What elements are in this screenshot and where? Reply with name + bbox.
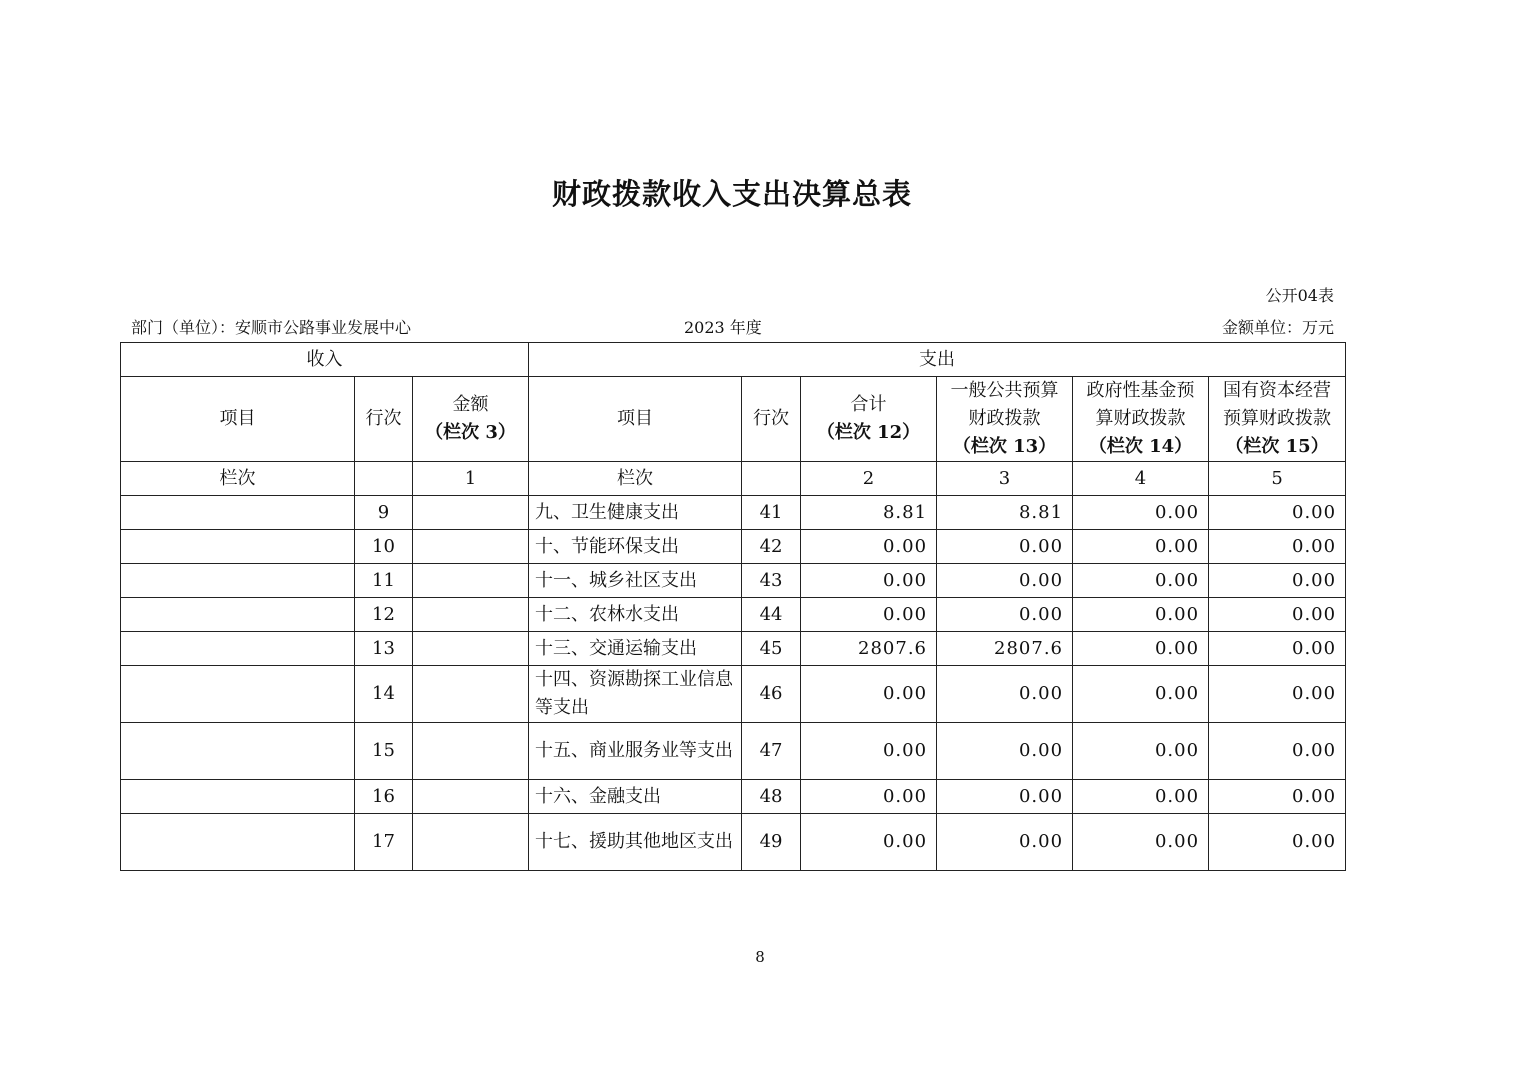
state-capital-header: 国有资本经营 预算财政拨款 （栏次 15） bbox=[1209, 377, 1346, 462]
amount-unit: 金额单位：万元 bbox=[1221, 318, 1334, 337]
page-number: 8 bbox=[755, 948, 765, 966]
income-amount-header: 金额 （栏次 3） bbox=[413, 377, 529, 462]
expense-group-header: 支出 bbox=[529, 343, 1346, 377]
expense-item-header: 项目 bbox=[529, 377, 742, 462]
group-header-row bbox=[121, 343, 1346, 377]
department-label: 部门（单位）：安顺市公路事业发展中心 bbox=[131, 318, 412, 337]
table-row: 10 十、节能环保支出 42 0.00 0.00 0.00 0.00 bbox=[121, 530, 1346, 564]
expense-line-header: 行次 bbox=[742, 377, 801, 462]
table-row: 17 十七、援助其他地区支出 49 0.00 0.00 0.00 0.00 bbox=[121, 814, 1346, 871]
fiscal-year: 2023 年度 bbox=[684, 318, 762, 337]
government-fund-header: 政府性基金预 算财政拨款 （栏次 14） bbox=[1073, 377, 1209, 462]
column-index-row: 栏次 1 栏次 2 3 4 5 bbox=[121, 462, 1346, 496]
general-budget-header: 一般公共预算 财政拨款 （栏次 13） bbox=[937, 377, 1073, 462]
table-row: 15 十五、商业服务业等支出 47 0.00 0.00 0.00 0.00 bbox=[121, 723, 1346, 780]
report-title: 财政拨款收入支出决算总表 bbox=[551, 177, 912, 211]
income-item-header: 项目 bbox=[121, 377, 355, 462]
table-row: 14 十四、资源勘探工业信息等支出 46 0.00 0.00 0.00 0.00 bbox=[121, 666, 1346, 723]
income-line-header: 行次 bbox=[355, 377, 413, 462]
column-header-row bbox=[121, 377, 1346, 462]
table-row: 13 十三、交通运输支出 45 2807.6 2807.6 0.00 0.00 bbox=[121, 632, 1346, 666]
table-row: 16 十六、金融支出 48 0.00 0.00 0.00 0.00 bbox=[121, 780, 1346, 814]
table-row: 9 九、卫生健康支出 41 8.81 8.81 0.00 0.00 bbox=[121, 496, 1346, 530]
total-header: 合计 （栏次 12） bbox=[801, 377, 937, 462]
table-row: 12 十二、农林水支出 44 0.00 0.00 0.00 0.00 bbox=[121, 598, 1346, 632]
table-row: 11 十一、城乡社区支出 43 0.00 0.00 0.00 0.00 bbox=[121, 564, 1346, 598]
appropriation-table bbox=[120, 342, 1346, 871]
income-group-header: 收入 bbox=[121, 343, 529, 377]
form-code: 公开04表 bbox=[1265, 286, 1334, 305]
